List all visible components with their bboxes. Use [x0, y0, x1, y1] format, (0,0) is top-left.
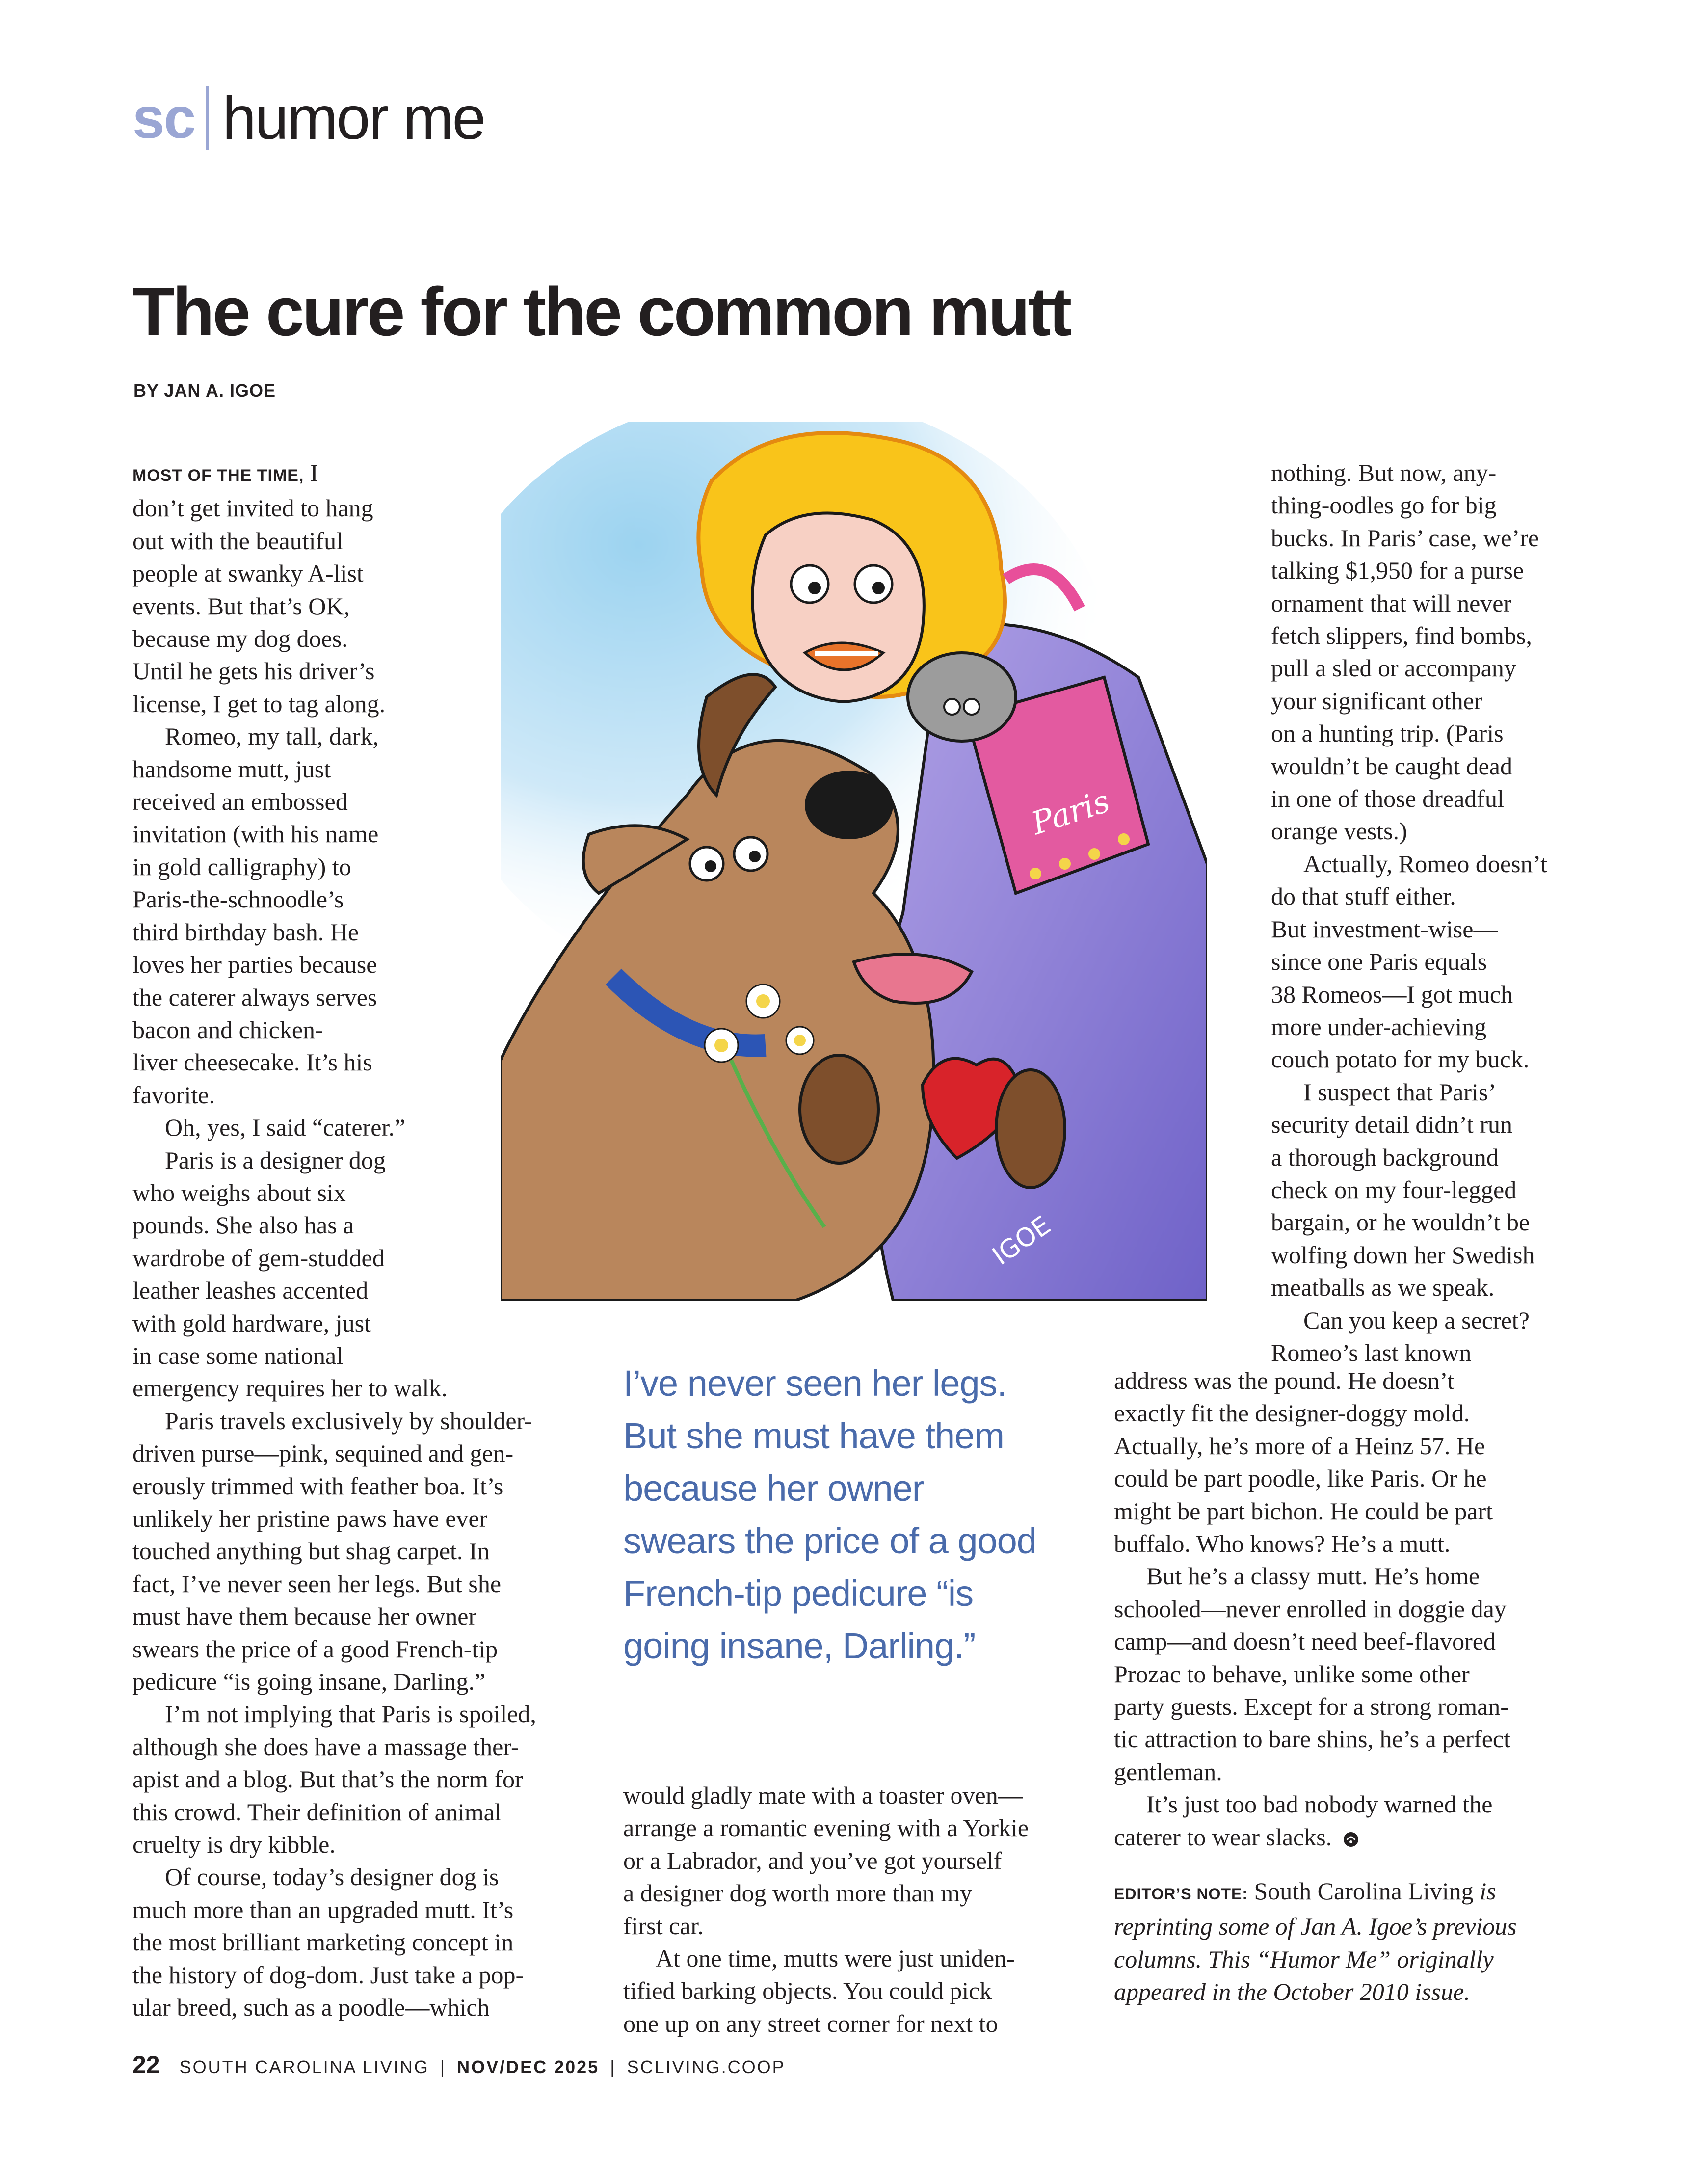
editors-note-italic: is — [1473, 1877, 1496, 1905]
pull-quote-line: But she must have them — [623, 1415, 1004, 1456]
page-footer — [132, 2051, 786, 2079]
text-line: events. But that’s OK, — [132, 592, 350, 620]
text-line: Paris travels exclusively by shoulder- — [165, 1407, 532, 1435]
article-column-3-upper — [1271, 456, 1585, 1369]
text-line: Paris is a designer dog — [165, 1146, 386, 1174]
text-line: buffalo. Who knows? He’s a mutt. — [1114, 1530, 1451, 1558]
text-line: since one Paris equals — [1271, 948, 1487, 976]
text-line: ornament that will never — [1271, 589, 1512, 617]
text-line: in case some national — [132, 1341, 344, 1369]
text-line: Can you keep a secret? — [1303, 1306, 1530, 1334]
editors-note-label: EDITOR’S NOTE: — [1114, 1885, 1248, 1903]
text-line: ular breed, such as a poodle—which — [132, 1994, 490, 2022]
text-line: cruelty is dry kibble. — [132, 1831, 336, 1859]
end-mark-icon — [1343, 1831, 1359, 1848]
website: SCLIVING.COOP — [627, 2057, 786, 2077]
section-abbr: sc — [132, 86, 195, 151]
text-line: wouldn’t be caught dead — [1271, 752, 1512, 780]
text-line: unlikely her pristine paws have ever — [132, 1505, 488, 1532]
text-line: your significant other — [1271, 687, 1482, 715]
text-line: apist and a blog. But that’s the norm for — [132, 1765, 523, 1793]
text-line: a designer dog worth more than my — [623, 1879, 972, 1907]
text-line: favorite. — [132, 1081, 215, 1109]
text-line: address was the pound. He doesn’t — [1114, 1367, 1455, 1394]
text-line: talking $1,950 for a purse — [1271, 557, 1524, 585]
text-line: must have them because her owner — [132, 1602, 477, 1630]
article-column-3-lower — [1114, 1364, 1585, 1853]
pull-quote-line: because her owner — [623, 1468, 924, 1509]
text-line: one up on any street corner for next to — [623, 2009, 998, 2037]
cartoon-illustration — [501, 422, 1207, 1301]
editors-note-italic: columns. This “Humor Me” originally — [1114, 1945, 1494, 1973]
text-line — [1114, 1821, 1585, 1853]
text-line: handsome mutt, just — [132, 755, 331, 783]
text-line: I suspect that Paris’ — [1303, 1078, 1496, 1106]
editors-note-line: EDITOR’S NOTE: South Carolina Living is — [1114, 1877, 1496, 1905]
text-line: in gold calligraphy) to — [132, 852, 351, 880]
text-line: the caterer always serves — [132, 983, 377, 1011]
text-line: received an embossed — [132, 788, 348, 816]
text-line: because my dog does. — [132, 625, 348, 653]
text-line: security detail didn’t run — [1271, 1111, 1513, 1139]
text-line: out with the beautiful — [132, 527, 344, 555]
article-column-2 — [623, 1779, 1085, 2040]
text-line: do that stuff either. — [1271, 882, 1456, 910]
text-line: It’s just too bad nobody warned the — [1146, 1790, 1493, 1818]
text-line: pounds. She also has a — [132, 1211, 354, 1239]
text-line: orange vests.) — [1271, 817, 1407, 845]
text-line: Actually, he’s more of a Heinz 57. He — [1114, 1432, 1485, 1460]
text-line: on a hunting trip. (Paris — [1271, 719, 1504, 747]
text-line: But he’s a classy mutt. He’s home — [1146, 1562, 1480, 1590]
issue-date: NOV/DEC 2025 — [457, 2057, 600, 2077]
text-line: don’t get invited to hang — [132, 494, 373, 522]
text-line: But investment-wise— — [1271, 915, 1498, 943]
text-line: a thorough background — [1271, 1143, 1499, 1171]
text-line: At one time, mutts were just uniden- — [656, 1944, 1015, 1972]
text-line: driven purse—pink, sequined and gen- — [132, 1439, 514, 1467]
text-line: couch potato for my buck. — [1271, 1045, 1530, 1073]
text-line: nothing. But now, any- — [1271, 459, 1497, 486]
artist-signature: IGOE — [987, 1210, 1057, 1271]
pull-quote — [623, 1357, 1085, 1672]
editors-note-line — [1114, 1943, 1585, 1975]
text-line: arrange a romantic evening with a Yorkie — [623, 1814, 1029, 1842]
text-line: check on my four-legged — [1271, 1175, 1517, 1203]
text-line: schooled—never enrolled in doggie day — [1114, 1595, 1507, 1623]
text-line: touched anything but shag carpet. In — [132, 1537, 490, 1565]
text-line: fetch slippers, find bombs, — [1271, 622, 1532, 650]
publication-name: SOUTH CAROLINA LIVING — [179, 2057, 429, 2077]
text-line: could be part poodle, like Paris. Or he — [1114, 1465, 1487, 1492]
text-line: Paris-the-schnoodle’s — [132, 885, 344, 913]
pull-quote-line: I’ve never seen her legs. — [623, 1363, 1007, 1404]
text-line: Prozac to behave, unlike some other — [1114, 1660, 1470, 1688]
text-line: camp—and doesn’t need beef-flavored — [1114, 1627, 1496, 1655]
text-line: would gladly mate with a toaster oven— — [623, 1782, 1023, 1809]
text-line: the history of dog-dom. Just take a pop- — [132, 1961, 524, 1989]
text-line: meatballs as we speak. — [1271, 1274, 1495, 1302]
section-header — [132, 83, 484, 162]
article-title: The cure for the common mutt — [132, 273, 1070, 350]
text-line: fact, I’ve never seen her legs. But she — [132, 1570, 502, 1598]
text-line: people at swanky A-list — [132, 559, 364, 587]
text-line: pull a sled or accompany — [1271, 654, 1516, 682]
text-line: erously trimmed with feather boa. It’s — [132, 1472, 503, 1500]
text-line: Romeo, my tall, dark, — [165, 722, 379, 750]
text-line: tic attraction to bare shins, he’s a perfect — [1114, 1725, 1511, 1753]
editors-note — [1114, 1875, 1585, 2008]
text-line: 38 Romeos—I got much — [1271, 980, 1513, 1008]
text-line: who weighs about six — [132, 1178, 346, 1206]
text-line: I’m not implying that Paris is spoiled, — [165, 1700, 536, 1728]
text-line: with gold hardware, just — [132, 1309, 371, 1337]
text-line: bargain, or he wouldn’t be — [1271, 1208, 1530, 1236]
text-line: wolfing down her Swedish — [1271, 1241, 1535, 1269]
byline: BY JAN A. IGOE — [133, 380, 276, 400]
footer-separator: | — [440, 2057, 447, 2077]
illustration-svg — [501, 422, 1207, 1301]
editors-note-line — [1114, 1975, 1585, 2008]
text-line: third birthday bash. He — [132, 918, 359, 946]
text-line: pedicure “is going insane, Darling.” — [132, 1668, 486, 1696]
text-line: although she does have a massage ther- — [132, 1732, 519, 1760]
text-line: license, I get to tag along. — [132, 690, 386, 718]
pull-quote-line: French-tip pedicure “is — [623, 1573, 974, 1614]
editors-note-italic: appeared in the October 2010 issue. — [1114, 1978, 1470, 2006]
purse-label: Paris — [1027, 783, 1114, 843]
text-line: first car. — [623, 1912, 704, 1940]
text-line: Actually, Romeo doesn’t — [1303, 850, 1548, 878]
text-line: wardrobe of gem-studded — [132, 1244, 385, 1272]
text-line: Oh, yes, I said “caterer.” — [165, 1114, 406, 1142]
editors-note-italic: reprinting some of Jan A. Igoe’s previous — [1114, 1913, 1517, 1941]
text-line: this crowd. Their definition of animal — [132, 1798, 502, 1826]
text-line: swears the price of a good French-tip — [132, 1635, 498, 1663]
text-line: leather leashes accented — [132, 1277, 369, 1305]
text-line: the most brilliant marketing concept in — [132, 1928, 514, 1956]
closing-sentence: caterer to wear slacks. — [1114, 1823, 1332, 1851]
text-line: invitation (with his name — [132, 820, 379, 848]
footer-separator: | — [610, 2057, 616, 2077]
text-line: might be part bichon. He could be part — [1114, 1497, 1493, 1525]
text-line: tified barking objects. You could pick — [623, 1977, 992, 2005]
text-line: Romeo’s last known — [1271, 1338, 1472, 1366]
text-line: much more than an upgraded mutt. It’s — [132, 1895, 514, 1923]
text-line: MOST OF THE TIME, I — [132, 459, 318, 486]
text-line: emergency requires her to walk. — [132, 1374, 448, 1402]
pull-quote-line: swears the price of a good — [623, 1520, 1036, 1561]
text-line: Until he gets his driver’s — [132, 657, 375, 685]
editors-note-line — [1114, 1910, 1585, 1943]
text-line: loves her parties because — [132, 951, 377, 979]
section-divider — [206, 86, 209, 150]
text-line: more under-achieving — [1271, 1012, 1487, 1040]
text-line: exactly fit the designer-doggy mold. — [1114, 1399, 1470, 1427]
text-line: gentleman. — [1114, 1758, 1222, 1785]
lead-in: MOST OF THE TIME, — [132, 466, 304, 485]
text-line: liver cheesecake. It’s his — [132, 1048, 372, 1076]
text-line: Of course, today’s designer dog is — [165, 1863, 499, 1891]
text-line: bacon and chicken- — [132, 1015, 323, 1043]
pull-quote-line: going insane, Darling.” — [623, 1625, 976, 1666]
text-line: party guests. Except for a strong roman- — [1114, 1693, 1508, 1721]
text-line: bucks. In Paris’ case, we’re — [1271, 524, 1539, 552]
page-number: 22 — [132, 2051, 160, 2078]
text-line: or a Labrador, and you’ve got yourself — [623, 1846, 1002, 1874]
text-line: in one of those dreadful — [1271, 785, 1504, 813]
section-name: humor me — [222, 84, 485, 152]
text-line: thing-oodles go for big — [1271, 491, 1497, 519]
